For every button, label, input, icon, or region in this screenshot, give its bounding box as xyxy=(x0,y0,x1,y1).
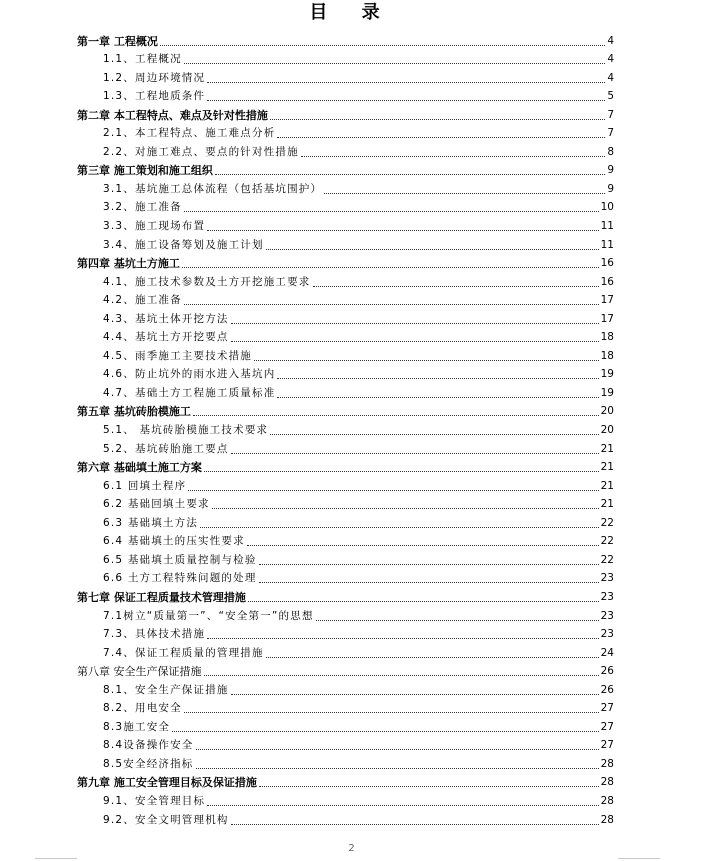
toc-dot-leader xyxy=(316,620,599,621)
toc-section-entry[interactable] xyxy=(0,549,703,568)
toc-entry-label: 4.7、基础土方工程施工质量标准 xyxy=(103,386,276,399)
toc-dot-leader xyxy=(259,786,599,787)
toc-entry-label: 4.5、雨季施工主要技术措施 xyxy=(103,349,252,362)
toc-entry-page-number: 28 xyxy=(600,776,614,789)
toc-dot-leader xyxy=(207,230,598,231)
toc-entry-label: 7.1树立“质量第一”、“安全第一”的思想 xyxy=(103,609,314,622)
toc-entry-label: 第六章 基础填土施工方案 xyxy=(77,461,202,475)
toc-section-entry[interactable] xyxy=(0,67,703,86)
toc-dot-leader xyxy=(160,45,605,46)
toc-entry-page-number: 28 xyxy=(600,794,614,807)
toc-dot-leader xyxy=(207,82,605,83)
toc-dot-leader xyxy=(207,100,605,101)
toc-section-entry[interactable] xyxy=(0,123,703,142)
toc-entry-label: 2.2、对施工难点、要点的针对性措施 xyxy=(103,145,299,158)
toc-section-entry[interactable] xyxy=(0,568,703,587)
table-of-contents xyxy=(0,30,703,828)
toc-entry-label: 第一章 工程概况 xyxy=(77,34,158,48)
toc-chapter-entry[interactable] xyxy=(0,160,703,179)
toc-dot-leader xyxy=(231,453,599,454)
toc-entry-label: 6.5 基础填土质量控制与检验 xyxy=(103,553,257,566)
toc-entry-label: 2.1、本工程特点、施工难点分析 xyxy=(103,127,276,140)
toc-entry-page-number: 23 xyxy=(600,609,614,622)
toc-section-entry[interactable] xyxy=(0,234,703,253)
toc-dot-leader xyxy=(182,267,599,268)
toc-entry-page-number: 22 xyxy=(600,553,614,566)
toc-entry-label: 1.3、工程地质条件 xyxy=(103,90,206,103)
toc-dot-leader xyxy=(324,193,605,194)
toc-section-entry[interactable] xyxy=(0,290,703,309)
toc-entry-page-number: 20 xyxy=(600,405,614,418)
toc-entry-label: 6.4 基础填土的压实性要求 xyxy=(103,535,245,548)
toc-dot-leader xyxy=(277,137,605,138)
toc-section-entry[interactable] xyxy=(0,679,703,698)
footer-rule-right xyxy=(618,858,660,859)
toc-dot-leader xyxy=(313,286,599,287)
toc-entry-page-number: 19 xyxy=(600,368,614,381)
toc-entry-page-number: 27 xyxy=(600,739,614,752)
toc-entry-label: 第九章 施工安全管理目标及保证措施 xyxy=(77,776,257,790)
toc-dot-leader xyxy=(184,63,606,64)
toc-entry-label: 8.4设备操作安全 xyxy=(103,739,194,752)
toc-entry-page-number: 21 xyxy=(600,498,614,511)
toc-entry-page-number: 8 xyxy=(607,145,614,158)
toc-entry-label: 第五章 基坑砖胎模施工 xyxy=(77,405,191,419)
toc-entry-page-number: 27 xyxy=(600,702,614,715)
toc-entry-label: 3.4、施工设备筹划及施工计划 xyxy=(103,238,264,251)
toc-dot-leader xyxy=(184,304,599,305)
toc-entry-page-number: 22 xyxy=(600,516,614,529)
toc-section-entry[interactable] xyxy=(0,494,703,513)
toc-entry-page-number: 24 xyxy=(600,646,614,659)
toc-section-entry[interactable] xyxy=(0,419,703,438)
toc-section-entry[interactable] xyxy=(0,698,703,717)
toc-entry-page-number: 27 xyxy=(600,720,614,733)
toc-entry-label: 5.2、基坑砖胎施工要点 xyxy=(103,442,229,455)
toc-section-entry[interactable] xyxy=(0,49,703,68)
toc-section-entry[interactable] xyxy=(0,178,703,197)
toc-title: 目 录 xyxy=(309,2,394,23)
toc-entry-page-number: 9 xyxy=(607,182,614,195)
toc-entry-page-number: 7 xyxy=(607,108,614,121)
toc-dot-leader xyxy=(266,657,599,658)
toc-entry-page-number: 11 xyxy=(600,220,614,233)
toc-dot-leader xyxy=(254,360,599,361)
toc-chapter-entry[interactable] xyxy=(0,457,703,476)
toc-dot-leader xyxy=(247,545,599,546)
toc-dot-leader xyxy=(204,675,599,676)
toc-dot-leader xyxy=(248,601,599,602)
toc-section-entry[interactable] xyxy=(0,605,703,624)
toc-entry-page-number: 20 xyxy=(600,424,614,437)
toc-section-entry[interactable] xyxy=(0,753,703,772)
toc-entry-label: 6.6 土方工程特殊问题的处理 xyxy=(103,572,257,585)
toc-entry-page-number: 18 xyxy=(600,349,614,362)
toc-dot-leader xyxy=(259,564,599,565)
toc-entry-page-number: 22 xyxy=(600,535,614,548)
toc-section-entry[interactable] xyxy=(0,308,703,327)
toc-entry-page-number: 19 xyxy=(600,386,614,399)
toc-chapter-entry[interactable] xyxy=(0,104,703,123)
toc-section-entry[interactable] xyxy=(0,716,703,735)
toc-entry-page-number: 28 xyxy=(600,813,614,826)
toc-entry-page-number: 23 xyxy=(600,628,614,641)
toc-entry-page-number: 17 xyxy=(600,312,614,325)
toc-chapter-entry[interactable] xyxy=(0,661,703,680)
toc-entry-label: 第二章 本工程特点、难点及针对性措施 xyxy=(77,108,268,122)
toc-dot-leader xyxy=(231,694,599,695)
toc-dot-leader xyxy=(301,156,606,157)
toc-chapter-entry[interactable] xyxy=(0,253,703,272)
toc-entry-label: 4.4、基坑土方开挖要点 xyxy=(103,331,229,344)
toc-entry-label: 7.4、保证工程质量的管理措施 xyxy=(103,646,264,659)
toc-entry-page-number: 7 xyxy=(607,127,614,140)
toc-dot-leader xyxy=(266,249,599,250)
toc-section-entry[interactable] xyxy=(0,438,703,457)
toc-entry-page-number: 23 xyxy=(600,572,614,585)
toc-entry-label: 9.2、安全文明管理机构 xyxy=(103,813,229,826)
toc-entry-page-number: 28 xyxy=(600,757,614,770)
toc-entry-page-number: 23 xyxy=(600,590,614,603)
toc-entry-label: 第七章 保证工程质量技术管理措施 xyxy=(77,590,246,604)
toc-dot-leader xyxy=(231,341,599,342)
toc-entry-page-number: 21 xyxy=(600,479,614,492)
toc-entry-page-number: 26 xyxy=(600,665,614,678)
toc-dot-leader xyxy=(270,434,598,435)
toc-entry-label: 8.1、安全生产保证措施 xyxy=(103,683,229,696)
toc-section-entry[interactable] xyxy=(0,642,703,661)
toc-entry-label: 6.1 回填土程序 xyxy=(103,479,187,492)
toc-dot-leader xyxy=(270,119,605,120)
toc-entry-label: 4.3、基坑土体开挖方法 xyxy=(103,312,229,325)
toc-dot-leader xyxy=(277,378,598,379)
toc-section-entry[interactable] xyxy=(0,382,703,401)
toc-dot-leader xyxy=(184,712,599,713)
toc-section-entry[interactable] xyxy=(0,809,703,828)
toc-dot-leader xyxy=(215,174,605,175)
toc-entry-page-number: 17 xyxy=(600,294,614,307)
toc-entry-page-number: 21 xyxy=(600,442,614,455)
toc-entry-label: 3.3、施工现场布置 xyxy=(103,220,206,233)
toc-entry-page-number: 16 xyxy=(600,275,614,288)
toc-entry-page-number: 16 xyxy=(600,257,614,270)
toc-section-entry[interactable] xyxy=(0,86,703,105)
toc-entry-page-number: 4 xyxy=(607,34,614,47)
toc-entry-label: 8.2、用电安全 xyxy=(103,702,182,715)
toc-entry-label: 第八章 安全生产保证措施 xyxy=(77,665,202,679)
toc-entry-label: 第四章 基坑土方施工 xyxy=(77,257,180,271)
toc-entry-label: 1.2、周边环境情况 xyxy=(103,71,206,84)
toc-section-entry[interactable] xyxy=(0,327,703,346)
toc-entry-label: 8.5安全经济指标 xyxy=(103,757,194,770)
toc-entry-label: 7.3、具体技术措施 xyxy=(103,628,206,641)
toc-section-entry[interactable] xyxy=(0,531,703,550)
toc-entry-page-number: 4 xyxy=(607,53,614,66)
toc-dot-leader xyxy=(188,490,598,491)
toc-entry-label: 6.2 基础回填土要求 xyxy=(103,498,210,511)
toc-entry-label: 6.3 基础填土方法 xyxy=(103,516,199,529)
toc-section-entry[interactable] xyxy=(0,271,703,290)
toc-entry-page-number: 26 xyxy=(600,683,614,696)
toc-dot-leader xyxy=(231,824,599,825)
toc-dot-leader xyxy=(184,211,599,212)
toc-dot-leader xyxy=(204,471,599,472)
toc-entry-page-number: 4 xyxy=(607,71,614,84)
toc-entry-label: 3.1、基坑施工总体流程（包括基坑围护） xyxy=(103,182,323,195)
toc-entry-label: 4.2、施工准备 xyxy=(103,294,182,307)
toc-entry-label: 4.1、施工技术参数及土方开挖施工要求 xyxy=(103,275,311,288)
footer-rule-left xyxy=(35,858,77,859)
toc-entry-page-number: 18 xyxy=(600,331,614,344)
toc-section-entry[interactable] xyxy=(0,197,703,216)
toc-dot-leader xyxy=(207,638,598,639)
toc-entry-page-number: 10 xyxy=(600,201,614,214)
toc-chapter-entry[interactable] xyxy=(0,30,703,49)
toc-entry-page-number: 11 xyxy=(600,238,614,251)
toc-section-entry[interactable] xyxy=(0,215,703,234)
toc-section-entry[interactable] xyxy=(0,735,703,754)
toc-dot-leader xyxy=(200,527,599,528)
toc-entry-label: 8.3施工安全 xyxy=(103,720,171,733)
page-number: 2 xyxy=(348,843,355,854)
toc-dot-leader xyxy=(196,749,599,750)
toc-section-entry[interactable] xyxy=(0,624,703,643)
toc-chapter-entry[interactable] xyxy=(0,586,703,605)
toc-dot-leader xyxy=(212,508,599,509)
toc-section-entry[interactable] xyxy=(0,345,703,364)
toc-section-entry[interactable] xyxy=(0,512,703,531)
toc-entry-label: 1.1、工程概况 xyxy=(103,53,182,66)
toc-section-entry[interactable] xyxy=(0,790,703,809)
toc-dot-leader xyxy=(193,415,599,416)
toc-dot-leader xyxy=(172,731,599,732)
toc-entry-label: 第三章 施工策划和施工组织 xyxy=(77,164,213,178)
toc-entry-label: 9.1、安全管理目标 xyxy=(103,794,206,807)
toc-dot-leader xyxy=(277,397,598,398)
toc-dot-leader xyxy=(259,582,599,583)
toc-section-entry[interactable] xyxy=(0,475,703,494)
toc-section-entry[interactable] xyxy=(0,141,703,160)
toc-section-entry[interactable] xyxy=(0,364,703,383)
toc-entry-page-number: 21 xyxy=(600,461,614,474)
toc-dot-leader xyxy=(196,768,599,769)
toc-entry-label: 4.6、防止坑外的雨水进入基坑内 xyxy=(103,368,276,381)
toc-entry-label: 3.2、施工准备 xyxy=(103,201,182,214)
toc-dot-leader xyxy=(207,805,598,806)
toc-entry-page-number: 9 xyxy=(607,164,614,177)
toc-entry-label: 5.1、 基坑砖胎模施工技术要求 xyxy=(103,424,269,437)
toc-entry-page-number: 5 xyxy=(607,90,614,103)
toc-dot-leader xyxy=(231,323,599,324)
toc-chapter-entry[interactable] xyxy=(0,401,703,420)
toc-chapter-entry[interactable] xyxy=(0,772,703,791)
